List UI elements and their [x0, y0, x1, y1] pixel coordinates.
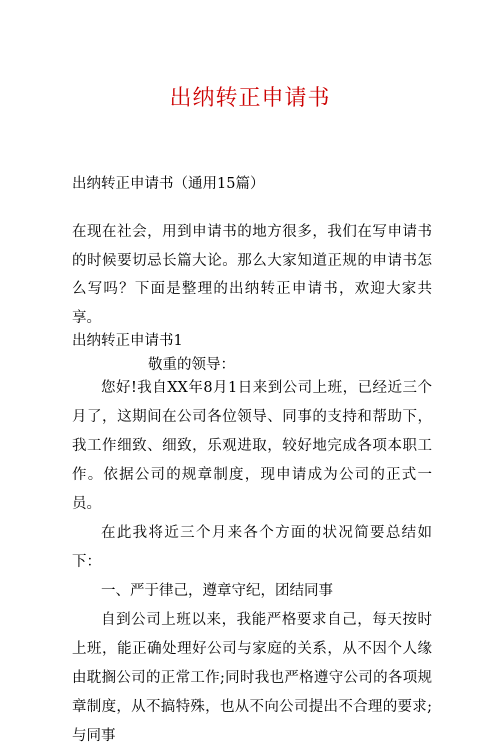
body-paragraph: 在此我将近三个月来各个方面的状况简要总结如下： — [72, 525, 432, 570]
document-title: 出纳转正申请书 — [169, 86, 331, 111]
body-paragraph: 您好!我自XX年8月1日来到公司上班，已经近三个月了，这期间在公司各位领导、同事的支持和帮助下，我工作细致、细致，乐观进取，较好地完成各项本职工作。依据公司的规章制度，现申请成为公司的正式一员。 — [72, 380, 432, 512]
section-heading: 出纳转正申请书1 — [72, 333, 183, 349]
intro-paragraph: 在现在社会，用到申请书的地方很多，我们在写申请书的时候要切忌长篇大论。那么大家知道正规的申请书怎么写吗？下面是整理的出纳转正申请书，欢迎大家共享。 — [72, 224, 432, 326]
letter-body — [72, 374, 432, 751]
body-paragraph: 自到公司上班以来，我能严格要求自己，每天按时上班，能正确处理好公司与家庭的关系，从不因个人缘由耽搁公司的正常工作;同时我也严格遵守公司的各项规章制度，从不搞特殊，也从不向公司提出不合理的要求;与同事 — [72, 612, 432, 744]
salutation: 敬重的领导： — [148, 357, 235, 373]
document-subtitle: 出纳转正申请书（通用15篇） — [72, 176, 265, 192]
body-heading: 一、严于律己，遵章守纪，团结同事 — [101, 583, 333, 599]
